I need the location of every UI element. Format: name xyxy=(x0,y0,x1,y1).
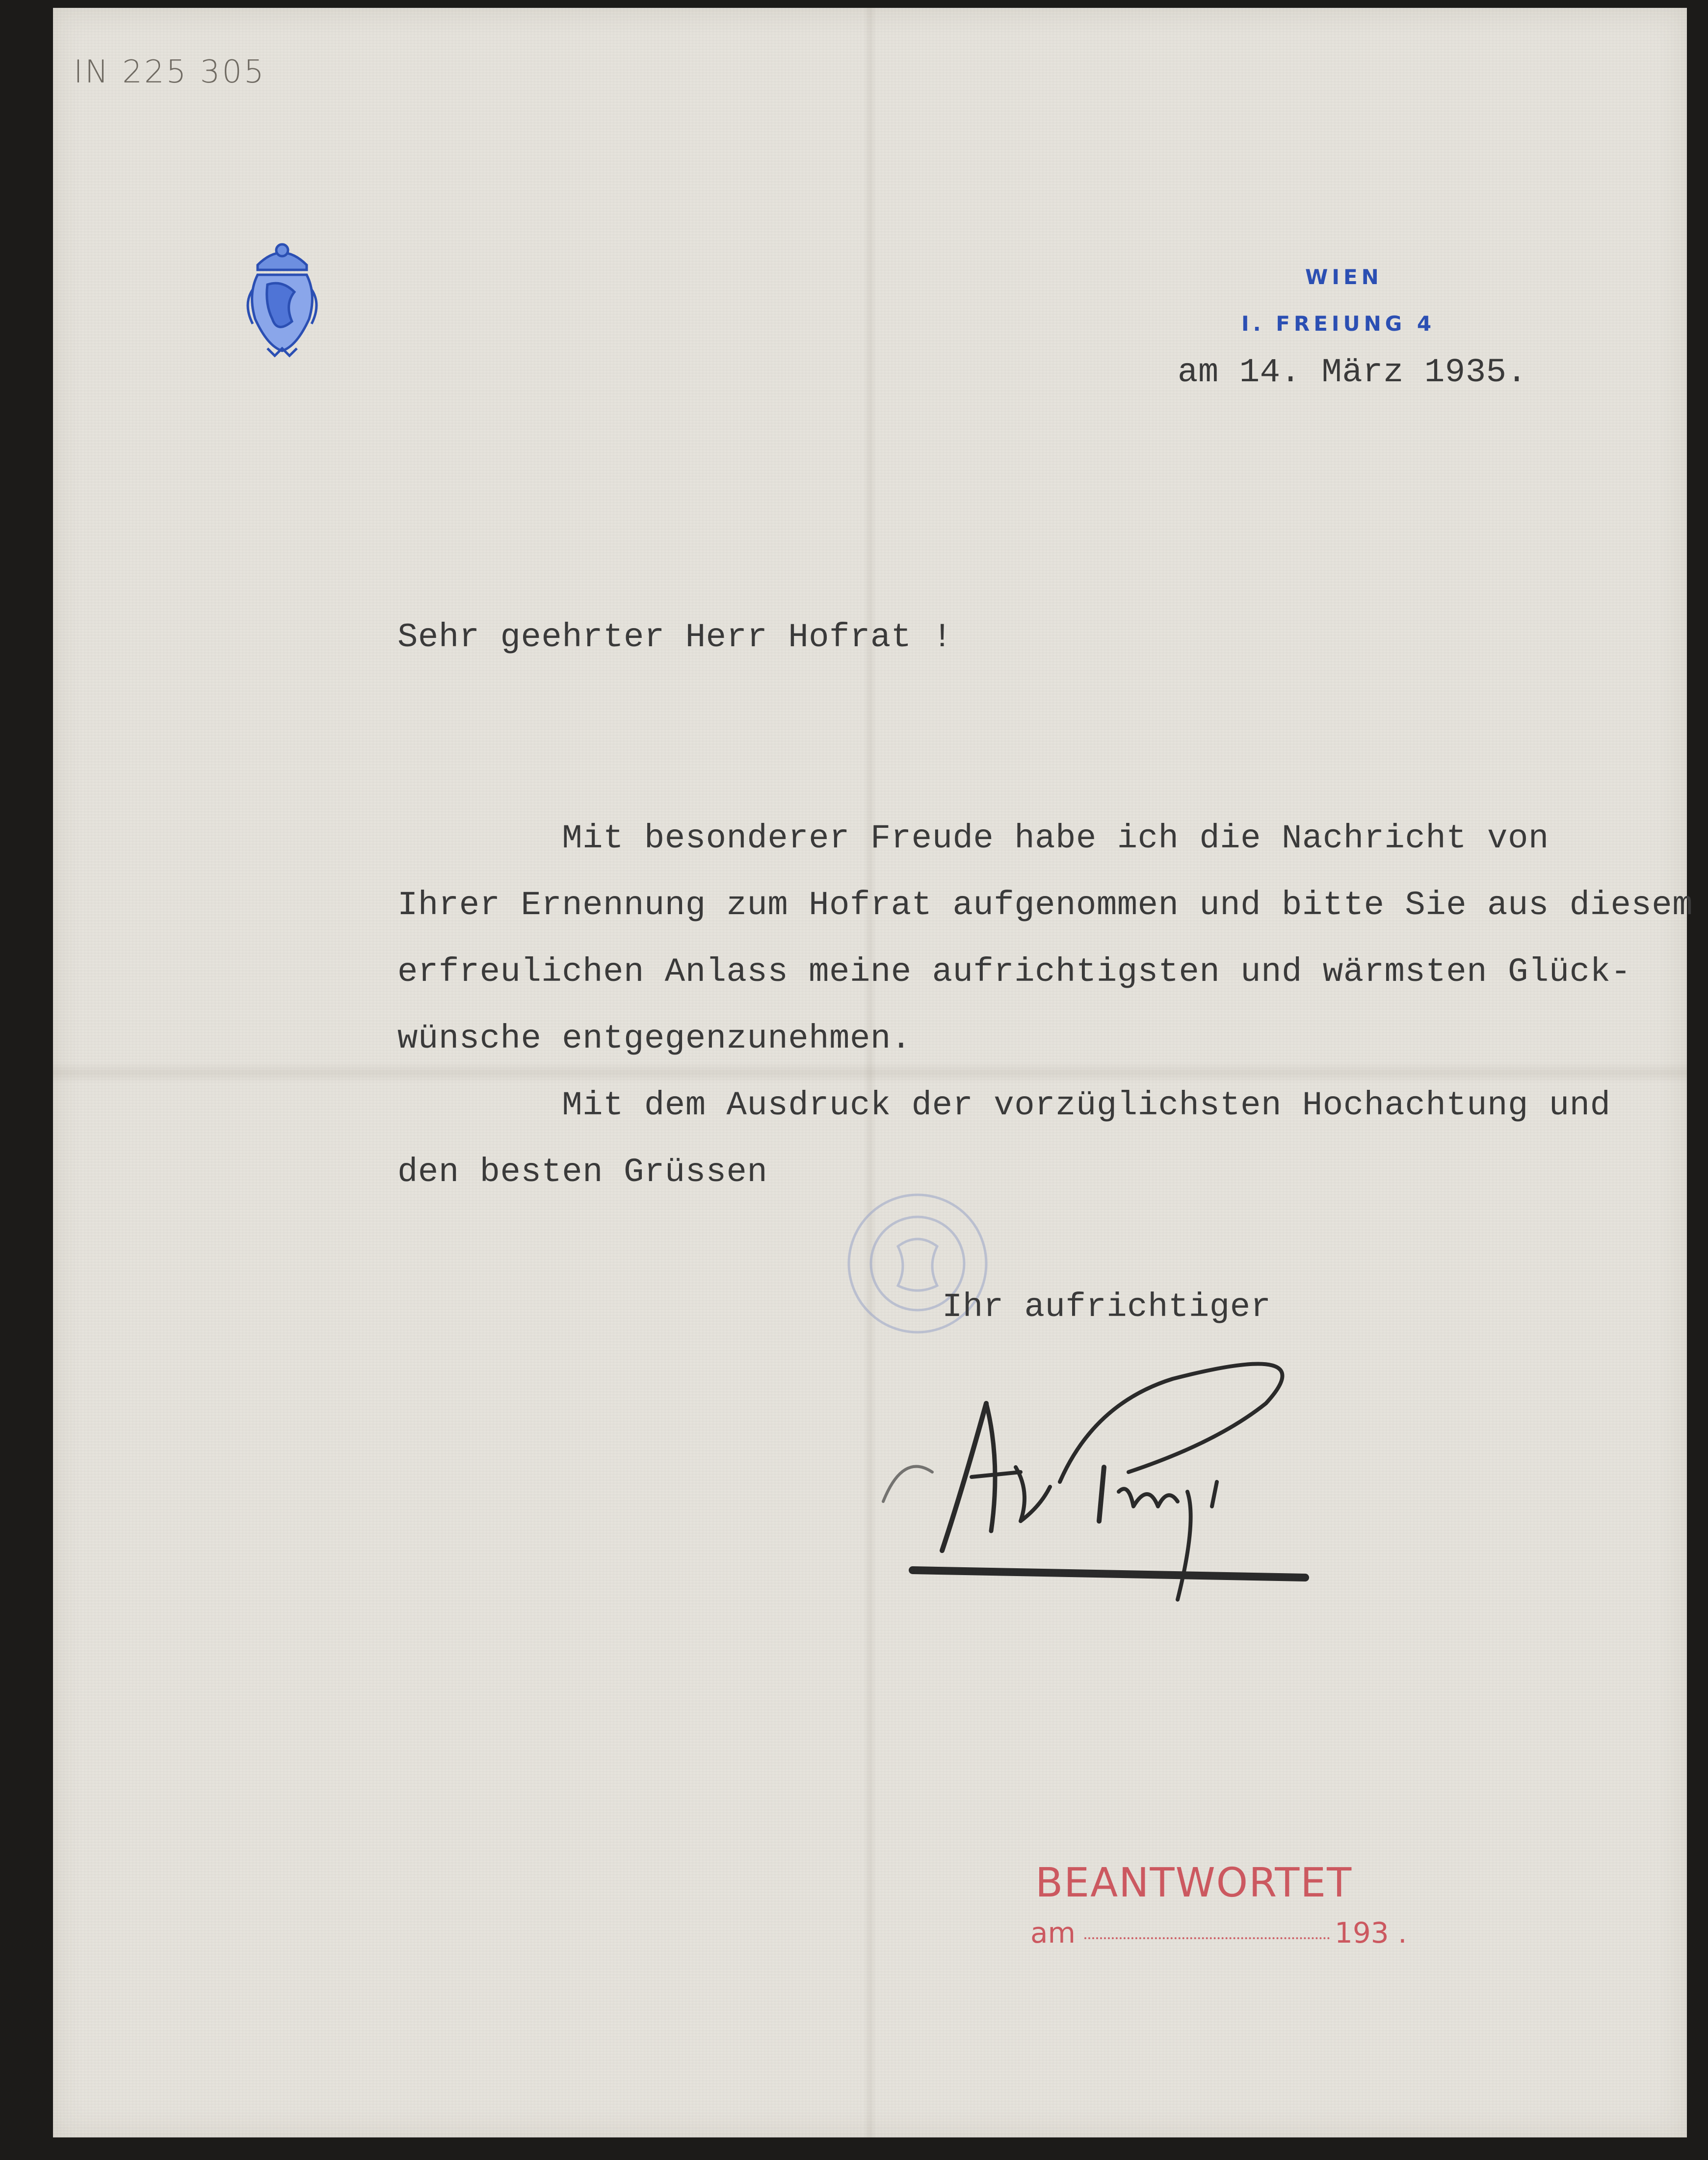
body-line: Mit dem Ausdruck der vorzüglichsten Hochachtung und xyxy=(397,1086,1611,1125)
body-line: Mit besonderer Freude habe ich die Nachricht von xyxy=(397,819,1549,858)
answered-stamp-prefix: am xyxy=(1030,1916,1076,1949)
inventory-number: IN 225 305 xyxy=(74,54,266,90)
answered-stamp-dotted-line xyxy=(1084,1937,1330,1939)
body-line: den besten Grüssen xyxy=(397,1153,768,1191)
salutation: Sehr geehrter Herr Hofrat ! xyxy=(397,618,953,657)
handwritten-signature-icon xyxy=(873,1344,1315,1619)
letter-date: am 14. März 1935. xyxy=(1178,353,1527,392)
body-line: wünsche entgegenzunehmen. xyxy=(397,1020,912,1058)
answered-stamp-title: BEANTWORTET xyxy=(1035,1860,1353,1906)
letterhead-city: WIEN xyxy=(1305,265,1383,289)
body-line: Ihrer Ernennung zum Hofrat aufgenommen und bitte Sie aus diesem xyxy=(397,886,1693,924)
closing: Ihr aufrichtiger xyxy=(942,1288,1271,1326)
body-line: erfreulichen Anlass meine aufrichtigsten und wärmsten Glück- xyxy=(397,953,1631,991)
letterhead-street: I. FREIUNG 4 xyxy=(1241,312,1436,336)
coat-of-arms-icon xyxy=(238,231,326,358)
answered-stamp-year: 193 . xyxy=(1335,1916,1407,1949)
